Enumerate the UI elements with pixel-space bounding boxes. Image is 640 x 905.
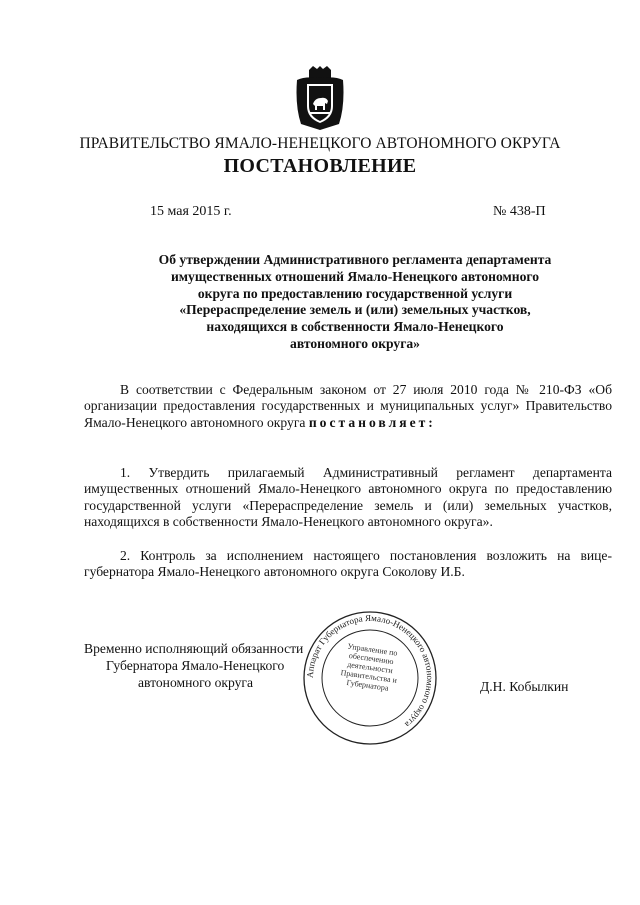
preamble-text: В соответствии с Федеральным законом от 27 июля 2010 года № 210-ФЗ «Об организации предоставления государственных и муниципальных услуг» Правительство Ямало-Ненецкого автономного округа	[84, 382, 612, 430]
coat-of-arms-icon	[295, 66, 345, 130]
preamble-paragraph	[84, 382, 612, 431]
title-line: Об утверждении Административного регламента департамента	[158, 252, 552, 267]
title-line: находящихся в собственности Ямало-Ненецкого	[206, 319, 504, 335]
document-number: № 438-П	[493, 204, 546, 219]
document-title	[110, 252, 600, 353]
item-1-paragraph: 1. Утвердить прилагаемый Административный регламент департамента имущественных отношений Ямало-Ненецкого автономного округа по предоставлению государственной услуги «Перераспределение земель и (или) земельных участков, находящихся в собственности Ямало-Ненецкого автономного округа».	[84, 465, 612, 530]
signature-line: Временно исполняющий обязанности	[84, 641, 304, 656]
title-line: имущественных отношений Ямало-Ненецкого автономного	[170, 268, 540, 284]
decrees-word: постановляет:	[308, 414, 436, 430]
signature-title	[84, 640, 324, 691]
signature-line: Губернатора Ямало-Ненецкого	[106, 658, 285, 673]
signatory-name: Д.Н. Кобылкин	[480, 679, 569, 694]
title-line: округа по предоставлению государственной услуги	[197, 285, 513, 301]
title-line: автономного округа»	[290, 335, 420, 351]
item-2-paragraph: 2. Контроль за исполнением настоящего постановления возложить на вице-губернатора Ямало-Ненецкого автономного округа Соколову И.Б.	[84, 548, 612, 580]
title-line: «Перераспределение земель и (или) земельных участков,	[179, 302, 531, 318]
stamp-ring-text: Аппарат Губернатора Ямало-Ненецкого автономного округа	[304, 612, 436, 730]
stamp-inner-text: Управление по обеспечению деятельности Правительства и Губернатора	[340, 641, 399, 693]
government-name: ПРАВИТЕЛЬСТВО ЯМАЛО-НЕНЕЦКОГО АВТОНОМНОГО ОКРУГА	[79, 135, 561, 152]
signature-line: автономного округа	[138, 675, 254, 690]
document-date: 15 мая 2015 г.	[150, 204, 232, 219]
document-type: ПОСТАНОВЛЕНИЕ	[223, 155, 417, 177]
